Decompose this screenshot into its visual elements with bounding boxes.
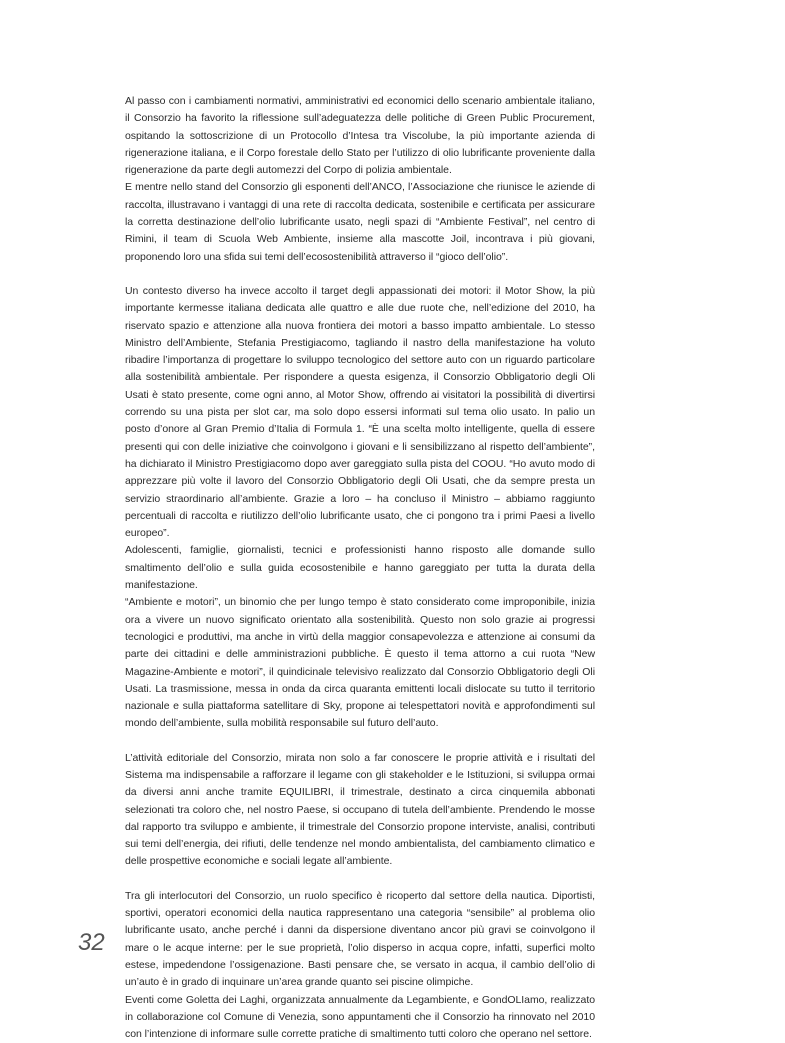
paragraph: Al passo con i cambiamenti normativi, amministrativi ed economici dello scenario ambientale italiano, il Consorzio ha favorito la riflessione sull’adeguatezza delle politiche di Green Public Procurement, ospitando la sottoscrizione di un Protocollo d’Intesa tra Viscolube, la più importante azienda di rigenerazione italiana, e il Corpo forestale dello Stato per l’utilizzo di olio lubrificante proveniente dalla rigenerazione da parte degli automezzi del Corpo di polizia ambientale. bbox=[125, 95, 595, 177]
paragraph: L’attività editoriale del Consorzio, mirata non solo a far conoscere le proprie attività e i risultati del Sistema ma indispensabile a rafforzare il legame con gli stakeholder e le Istituzioni, si sviluppa ormai da diversi anni anche tramite EQUILIBRI, il trimestrale, destinato a circa cinquemila abbonati selezionati tra coloro che, nel nostro Paese, si occupano di tutela dell’ambiente. Prendendo le mosse dal rapporto tra sviluppo e ambiente, il trimestrale del Consorzio propone interviste, analisi, contributi sui temi dell’energia, dei rifiuti, delle tendenze nel mondo ambientalista, del cambiamento climatico e delle prospettive economiche e sociali legate all’ambiente. bbox=[125, 751, 595, 868]
paragraph: E mentre nello stand del Consorzio gli esponenti dell’ANCO, l’Associazione che riunisce le aziende di raccolta, illustravano i vantaggi di una rete di raccolta dedicata, sostenibile e certificata per assicurare la corretta destinazione dell’olio lubrificante usato, negli spazi di “Ambiente Festival”, nel centro di Rimini, il team di Scuola Web Ambiente, insieme alla mascotte Joil, incontrava i più giovani, proponendo loro una sfida sui temi dell’ecosostenibilità attraverso il “gioco dell’olio”. bbox=[125, 181, 595, 263]
paragraph: Adolescenti, famiglie, giornalisti, tecnici e professionisti hanno risposto alle domande sullo smaltimento dell’olio e sulla guida ecosostenibile e hanno gareggiato per tutta la durata della manifestazione. bbox=[125, 544, 595, 592]
page-number: 32 bbox=[78, 929, 105, 956]
paragraph: Eventi come Goletta dei Laghi, organizzata annualmente da Legambiente, e GondOLIamo, realizzato in collaborazione col Comune di Venezia, sono appuntamenti che il Consorzio ha rinnovato nel 2010 con l’intenzione di informare sulle corrette pratiche di smaltimento tutti coloro che operano nel settore. bbox=[125, 993, 595, 1041]
paragraph: Tra gli interlocutori del Consorzio, un ruolo specifico è ricoperto dal settore della nautica. Diportisti, sportivi, operatori economici della nautica rappresentano una categoria “sensibile” al problema olio lubrificante usato, anche perché i danni da dispersione diventano ancor più gravi se coinvolgono il mare o le acque interne: per le sue proprietà, l’olio disperso in acqua copre, infatti, superfici molto estese, impedendone l’ossigenazione. Basti pensare che, se versato in acqua, il cambio dell’olio di un’auto è in grado di inquinare un’area grande quanto sei piscine olimpiche. bbox=[125, 889, 595, 989]
paragraph: “Ambiente e motori”, un binomio che per lungo tempo è stato considerato come improponibile, inizia ora a vivere un nuovo significato orientato alla sostenibilità. Questo non solo grazie ai progressi tecnologici e produttivi, ma anche in virtù della maggior consapevolezza e attenzione ai consumi da parte dei cittadini e delle amministrazioni pubbliche. È questo il tema attorno a cui ruota “New Magazine-Ambiente e motori”, il quindicinale televisivo realizzato dal Consorzio Obbligatorio degli Oli Usati. La trasmissione, messa in onda da circa quaranta emittenti locali dislocate su tutto il territorio nazionale e sulla piattaforma satellitare di Sky, propone ai telespettatori novità e approfondimenti sul mondo dell’ambiente, sulla mobilità responsabile sul futuro dell’auto. bbox=[125, 596, 595, 730]
paragraph: Un contesto diverso ha invece accolto il target degli appassionati dei motori: il Motor Show, la più importante kermesse italiana dedicata alle quattro e alle due ruote che, nell’edizione del 2010, ha riservato spazio e attenzione alla nuova frontiera dei motori a basso impatto ambientale. Lo stesso Ministro dell’Ambiente, Stefania Prestigiacomo, tagliando il nastro della manifestazione ha voluto ribadire l’importanza di progettare lo sviluppo tecnologico del settore auto con un riguardo particolare alla sostenibilità ambientale. Per rispondere a questa esigenza, il Consorzio Obbligatorio degli Oli Usati è stato presente, come ogni anno, al Motor Show, offrendo ai visitatori la possibilità di divertirsi correndo su una pista per slot car, ma solo dopo essersi informati sul tema olio usato. In palio un posto d’onore al Gran Premio d’Italia di Formula 1. “È una scelta molto intelligente, quella di essere presenti qui con delle iniziative che coinvolgono i giovani e li sensibilizzano al rispetto dell’ambiente”, ha dichiarato il Ministro Prestigiacomo dopo aver gareggiato sulla pista del COOU. “Ho avuto modo di apprezzare più volte il lavoro del Consorzio Obbligatorio degli Oli Usati, che da sempre presta un servizio straordinario all’ambiente. Grazie a loro – ha concluso il Ministro – abbiamo raggiunto percentuali di raccolta e riutilizzo dell’olio lubrificante usato, che ci pongono tra i primi Paesi a livello europeo”. bbox=[125, 284, 595, 540]
body-text bbox=[125, 93, 595, 1043]
